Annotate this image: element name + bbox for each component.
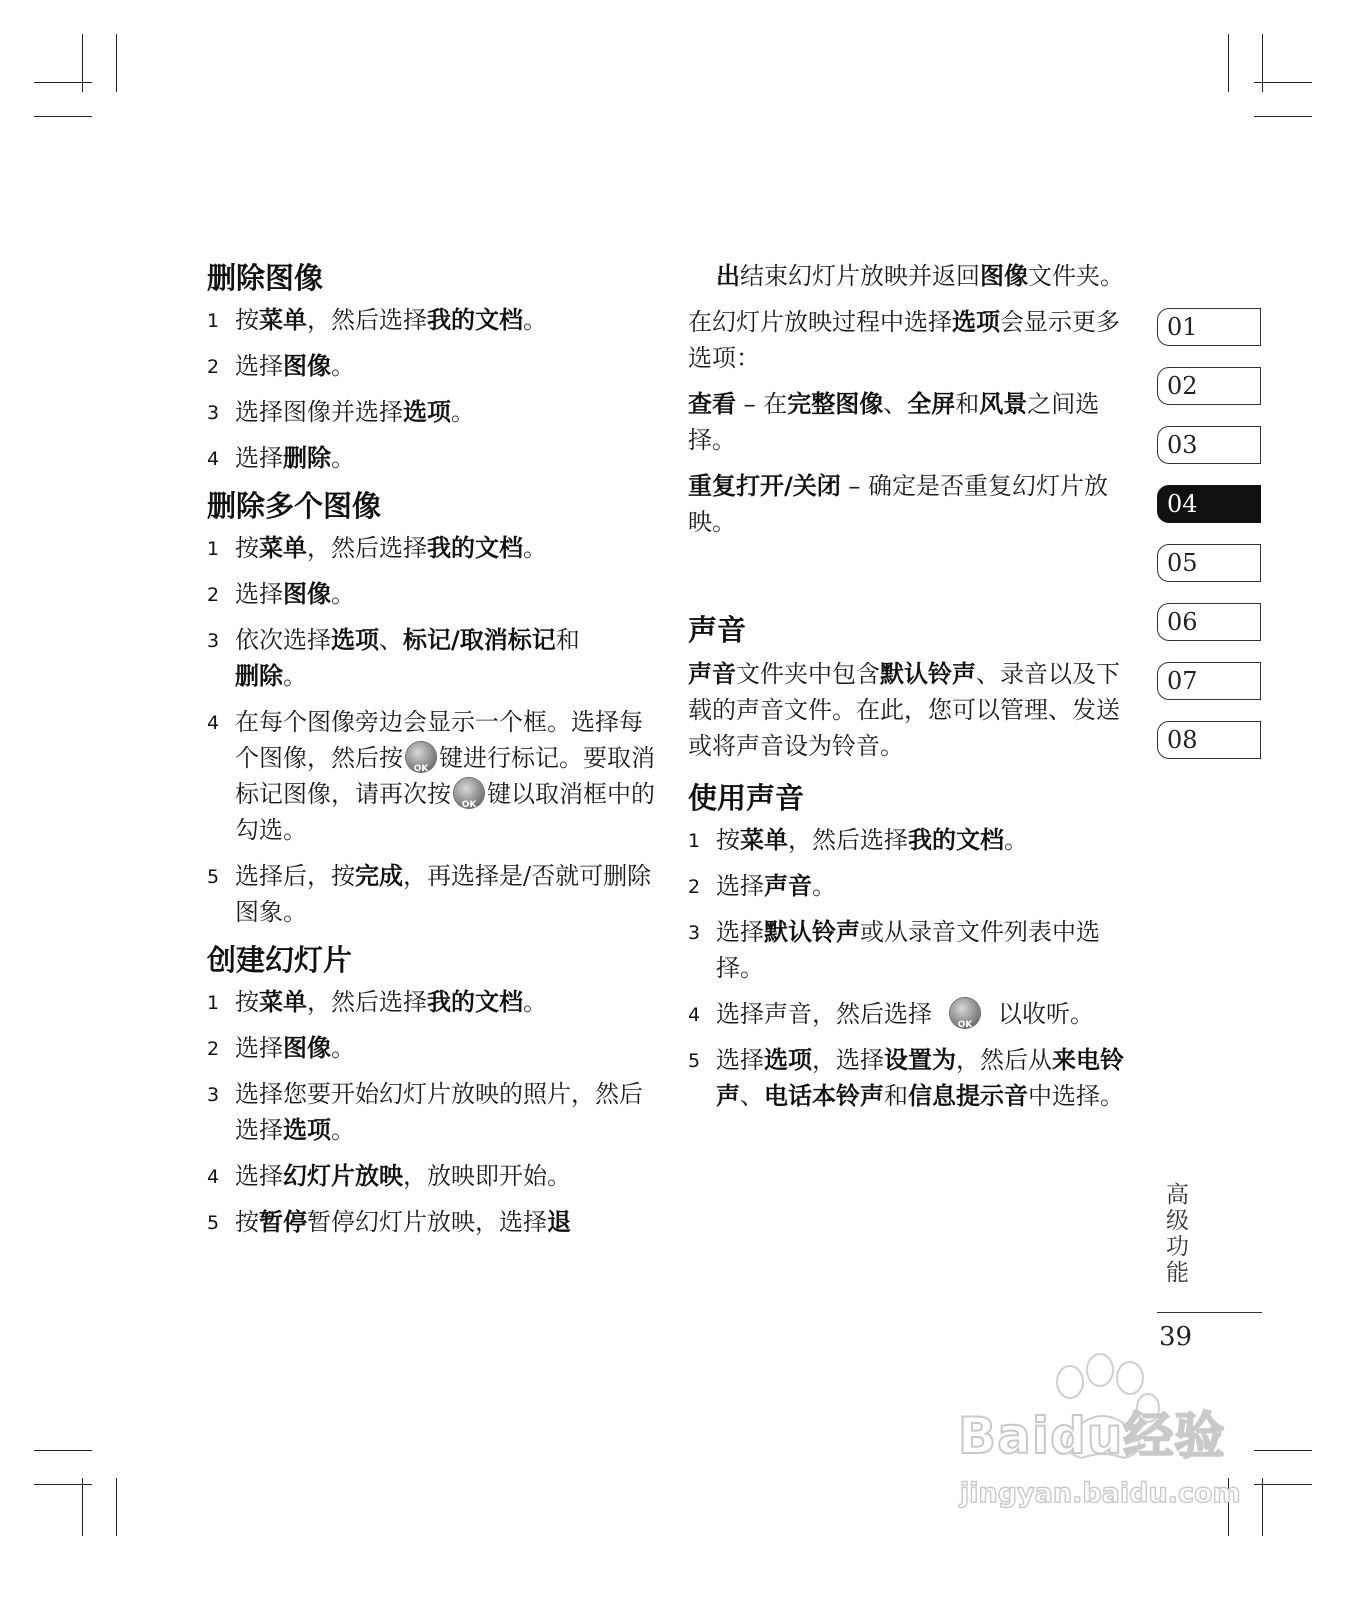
step-text: 。: [331, 1116, 355, 1144]
watermark-url: jingyan.baidu.com: [960, 1478, 1241, 1509]
section-heading-sound: 声音: [688, 613, 747, 647]
step-text: 选择后，按: [235, 862, 355, 890]
step: [688, 914, 1133, 986]
chapter-tab-08[interactable]: 08: [1157, 721, 1261, 759]
step: [207, 530, 657, 566]
menu-term: 设置为: [884, 1046, 956, 1074]
delete-image-steps: [207, 302, 657, 476]
step: [207, 576, 657, 612]
ok-key-icon: [406, 742, 436, 772]
menu-term: 默认铃声: [880, 660, 976, 688]
chapter-tab-05[interactable]: 05: [1157, 544, 1261, 582]
ok-key-icon: [454, 778, 484, 808]
menu-term: 菜单: [259, 534, 307, 562]
step-text: 。: [331, 352, 355, 380]
crop-mark: [34, 1484, 92, 1485]
delete-multiple-steps: [207, 530, 657, 930]
step: [207, 1030, 657, 1066]
crop-mark: [1228, 34, 1229, 92]
step-text: 按: [235, 988, 259, 1016]
menu-term: 全屏: [907, 390, 956, 418]
crop-mark: [34, 116, 92, 117]
paragraph: [688, 468, 1133, 540]
menu-term: 退: [547, 1208, 571, 1236]
step-text: ，然后选择: [307, 306, 427, 334]
step-text: 以收听。: [998, 1000, 1094, 1028]
step-number: 1: [207, 538, 220, 560]
crop-mark: [1262, 34, 1263, 92]
para-text: – 在: [736, 390, 788, 418]
step-number: 3: [207, 402, 220, 424]
step: [207, 1158, 657, 1194]
step-number: 4: [207, 712, 220, 734]
paragraph: [688, 304, 1133, 376]
step-text: 键以取消框中的勾选。: [235, 780, 655, 844]
step-text: 和: [555, 626, 580, 654]
paragraph: [688, 386, 1133, 458]
step-text: 选择: [235, 1034, 283, 1062]
step-number: 3: [207, 1084, 220, 1106]
step-text: 选择: [716, 872, 764, 900]
step-text: ，然后从: [956, 1046, 1052, 1074]
para-text: 在幻灯片放映过程中选择: [688, 308, 952, 336]
step-text: 依次选择: [235, 626, 331, 654]
menu-term: 菜单: [259, 988, 307, 1016]
step: [207, 348, 657, 384]
section-heading-delete-multiple: 删除多个图像: [207, 489, 382, 523]
step-text: 。: [331, 580, 355, 608]
menu-term: 信息提示音: [908, 1082, 1028, 1110]
step-number: 5: [688, 1050, 701, 1072]
step: [207, 1204, 657, 1240]
menu-term: 电话本铃声: [764, 1082, 884, 1110]
section-heading-create-slideshow: 创建幻灯片: [207, 943, 353, 977]
menu-term: 标记/取消标记: [403, 626, 556, 654]
step-text: 按: [235, 306, 259, 334]
menu-term: 选项: [283, 1116, 331, 1144]
step-text: ，然后选择: [788, 826, 908, 854]
step-text: 选择声音，然后选择: [716, 1000, 932, 1028]
step-number: 5: [207, 866, 220, 888]
step-text: 。: [523, 534, 547, 562]
para-text: 、录音以及下载的声音文件。在此，您可以管理、发送或将声音设为铃音。: [688, 660, 1120, 760]
para-text: 结束幻灯片放映并返回: [740, 262, 980, 290]
step-text: 暂停幻灯片放映，选择: [307, 1208, 547, 1236]
para-text: 文件夹中包含: [736, 660, 880, 688]
menu-term: 风景: [979, 390, 1028, 418]
chapter-tab-03[interactable]: 03: [1157, 426, 1261, 464]
menu-term: 我的文档: [427, 534, 523, 562]
step-number: 3: [688, 922, 701, 944]
menu-term: 删除: [235, 662, 283, 690]
step: [207, 394, 657, 430]
menu-term: 图像: [980, 262, 1028, 290]
step-text: 按: [235, 1208, 259, 1236]
para-text: – 确定是否重复幻灯片放映。: [688, 472, 1109, 536]
step-text: 中选择。: [1028, 1082, 1124, 1110]
crop-mark: [116, 1478, 117, 1536]
menu-term: 幻灯片放映: [283, 1162, 403, 1190]
section-heading-use-sound: 使用声音: [688, 781, 805, 815]
menu-term: 我的文档: [908, 826, 1004, 854]
step: [688, 1042, 1133, 1114]
step: [688, 996, 1133, 1032]
step-text: 选择: [716, 1046, 764, 1074]
crop-mark: [34, 1450, 92, 1451]
step: [207, 984, 657, 1020]
continued-step: [688, 258, 1133, 294]
step: [207, 1076, 657, 1148]
menu-term: 图像: [283, 580, 331, 608]
menu-term: 选项: [403, 398, 451, 426]
step-text: 、: [379, 626, 403, 654]
crop-mark: [1254, 82, 1312, 83]
divider: [1157, 1312, 1262, 1313]
right-column: [688, 258, 1133, 1124]
step: [207, 704, 657, 848]
para-text: 之间选择。: [688, 390, 1100, 454]
para-text: 和: [955, 390, 980, 418]
menu-term: 声音: [688, 660, 736, 688]
step: [207, 858, 657, 930]
step-text: 选择: [235, 580, 283, 608]
step-text: 。: [331, 444, 355, 472]
menu-term: 完整图像: [787, 390, 884, 418]
step-number: 1: [688, 830, 701, 852]
menu-term: 完成: [355, 862, 403, 890]
step-text: 和: [884, 1082, 908, 1110]
step-text: 键进行标记。要取消标记图像，请再次按: [235, 744, 655, 808]
step-number: 1: [207, 310, 220, 332]
step-text: 或从录音文件列表中选择。: [716, 918, 1100, 982]
step-number: 2: [207, 356, 220, 378]
step-text: 。: [523, 988, 547, 1016]
ok-key-icon: [950, 998, 980, 1028]
step-number: 5: [207, 1212, 220, 1234]
create-slideshow-steps: [207, 984, 657, 1240]
step-text: 选择: [235, 1162, 283, 1190]
step-text: 。: [1004, 826, 1028, 854]
step-text: 选择: [716, 918, 764, 946]
step-text: ，然后选择: [307, 534, 427, 562]
paragraph: [688, 656, 1133, 764]
left-column: [207, 258, 657, 1250]
menu-term: 菜单: [259, 306, 307, 334]
crop-mark: [1254, 116, 1312, 117]
step-number: 4: [688, 1004, 701, 1026]
step: [207, 440, 657, 476]
step-text: 在每个图像旁边会显示一个框。选择每个图像，然后按: [235, 708, 643, 772]
menu-term: 图像: [283, 352, 331, 380]
step-number: 2: [688, 876, 701, 898]
step-number: 2: [207, 584, 220, 606]
menu-term: 删除: [283, 444, 331, 472]
menu-term: 我的文档: [427, 306, 523, 334]
step: [207, 302, 657, 338]
chapter-tab-04[interactable]: 04: [1157, 485, 1261, 523]
menu-term: 声音: [764, 872, 812, 900]
step-number: 1: [207, 992, 220, 1014]
menu-term: 默认铃声: [764, 918, 860, 946]
menu-term: 重复打开/关闭: [688, 472, 841, 500]
menu-term: 出: [716, 262, 740, 290]
menu-term: 来电铃声: [716, 1046, 1124, 1110]
menu-term: 图像: [283, 1034, 331, 1062]
crop-mark: [116, 34, 117, 92]
step: [688, 822, 1133, 858]
para-text: 会显示更多选项：: [688, 308, 1120, 372]
crop-mark: [34, 82, 92, 83]
step-text: 选择图像并选择: [235, 398, 403, 426]
step-number: 4: [207, 1166, 220, 1188]
menu-term: 菜单: [740, 826, 788, 854]
chapter-label: 高级功能: [1162, 1182, 1188, 1286]
menu-term: 查看: [688, 390, 736, 418]
chapter-tab-01[interactable]: 01: [1157, 308, 1261, 346]
step-text: ，放映即开始。: [403, 1162, 571, 1190]
crop-mark: [82, 34, 83, 92]
menu-term: 选项: [764, 1046, 812, 1074]
chapter-tab-06[interactable]: 06: [1157, 603, 1261, 641]
step-text: 。: [523, 306, 547, 334]
crop-mark: [82, 1478, 83, 1536]
step-text: 选择您要开始幻灯片放映的照片，然后选择: [235, 1080, 643, 1144]
step-number: 3: [207, 630, 220, 652]
step-text: 按: [716, 826, 740, 854]
chapter-tab-02[interactable]: 02: [1157, 367, 1261, 405]
watermark-logo-text: Baidu经验: [958, 1407, 1226, 1465]
step-text: ，再选择是/否就可删除图象。: [235, 862, 652, 926]
section-heading-delete-image: 删除图像: [207, 261, 324, 295]
step-text: 。: [283, 662, 307, 690]
menu-term: 我的文档: [427, 988, 523, 1016]
step: [207, 622, 657, 694]
step-text: 。: [812, 872, 836, 900]
step-text: 。: [451, 398, 475, 426]
step-text: ，然后选择: [307, 988, 427, 1016]
step-text: 、: [740, 1082, 764, 1110]
para-text: 、: [883, 390, 908, 418]
step: [688, 868, 1133, 904]
step-text: ，选择: [812, 1046, 884, 1074]
use-sound-steps: [688, 822, 1133, 1114]
step-text: 。: [331, 1034, 355, 1062]
menu-term: 暂停: [259, 1208, 307, 1236]
menu-term: 选项: [952, 308, 1000, 336]
para-text: 文件夹。: [1028, 262, 1124, 290]
step-text: 选择: [235, 444, 283, 472]
step-text: 按: [235, 534, 259, 562]
menu-term: 选项: [331, 626, 379, 654]
step-text: 选择: [235, 352, 283, 380]
step-number: 4: [207, 448, 220, 470]
page-number: 39: [1159, 1322, 1193, 1352]
step-number: 2: [207, 1038, 220, 1060]
chapter-tab-07[interactable]: 07: [1157, 662, 1261, 700]
